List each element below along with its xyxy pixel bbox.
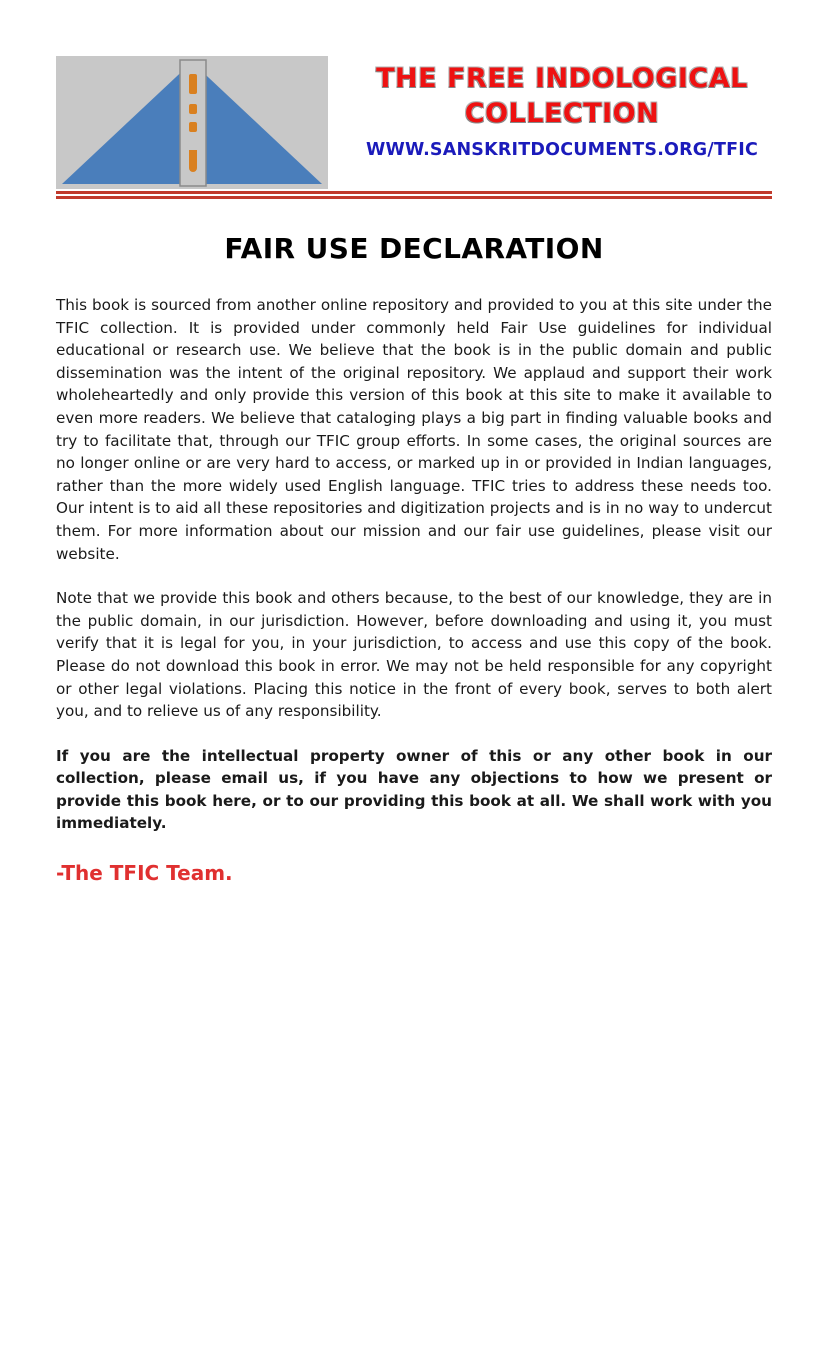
divider-line-bottom bbox=[56, 196, 772, 199]
document-body bbox=[56, 294, 772, 885]
collection-title-line1: THE FREE INDOLOGICAL bbox=[376, 63, 748, 94]
paragraph-notice-bold: If you are the intellectual property owner of this or any other book in our collection, please email us, if you have any objections to how we present or provide this book here, or to our providing this book at all. We shall work with you immediately. bbox=[56, 746, 772, 833]
paragraph-2: Note that we provide this book and others because, to the best of our knowledge, they are in the public domain, in our jurisdiction. However, before downloading and using it, you must verify that it is legal for you, in your jurisdiction, to access and use this copy of the book. Please do not download this book in error. We may not be held responsible for any copyright or other legal violations. Placing this notice in the front of every book, serves to both alert you, and to relieve us of any responsibility. bbox=[56, 589, 772, 721]
collection-title-line2: COLLECTION bbox=[464, 97, 660, 129]
paragraph-1: This book is sourced from another online repository and provided to you at this site under the TFIC collection. It is provided under commonly held Fair Use guidelines for individual educational or research use. We believe that the book is in the public domain and public dissemination was the intent of the original repository. We applaud and support their work wholeheartedly and only provide this version of this book at this site to make it available to even more readers. We believe that cataloging plays a big part in finding valuable books and try to facilitate that, through our TFIC group efforts. In some cases, the original sources are no longer online or are very hard to access, or marked up in or provided in Indian languages, rather than the more widely used English language. TFIC tries to address these needs too. Our intent is to aid all these repositories and digitization projects and is in no way to undercut them. For more information about our mission and our fair use guidelines, please visit our website. bbox=[56, 296, 772, 563]
collection-url[interactable]: WWW.SANSKRITDOCUMENTS.ORG/TFIC bbox=[365, 140, 759, 161]
header-divider bbox=[56, 191, 772, 199]
tfic-pyramid-logo bbox=[56, 56, 328, 189]
header-text-block bbox=[352, 56, 772, 160]
signature-line: -The TFIC Team. bbox=[56, 861, 233, 886]
page-title: FAIR USE DECLARATION bbox=[224, 232, 604, 265]
document-header bbox=[56, 56, 772, 192]
